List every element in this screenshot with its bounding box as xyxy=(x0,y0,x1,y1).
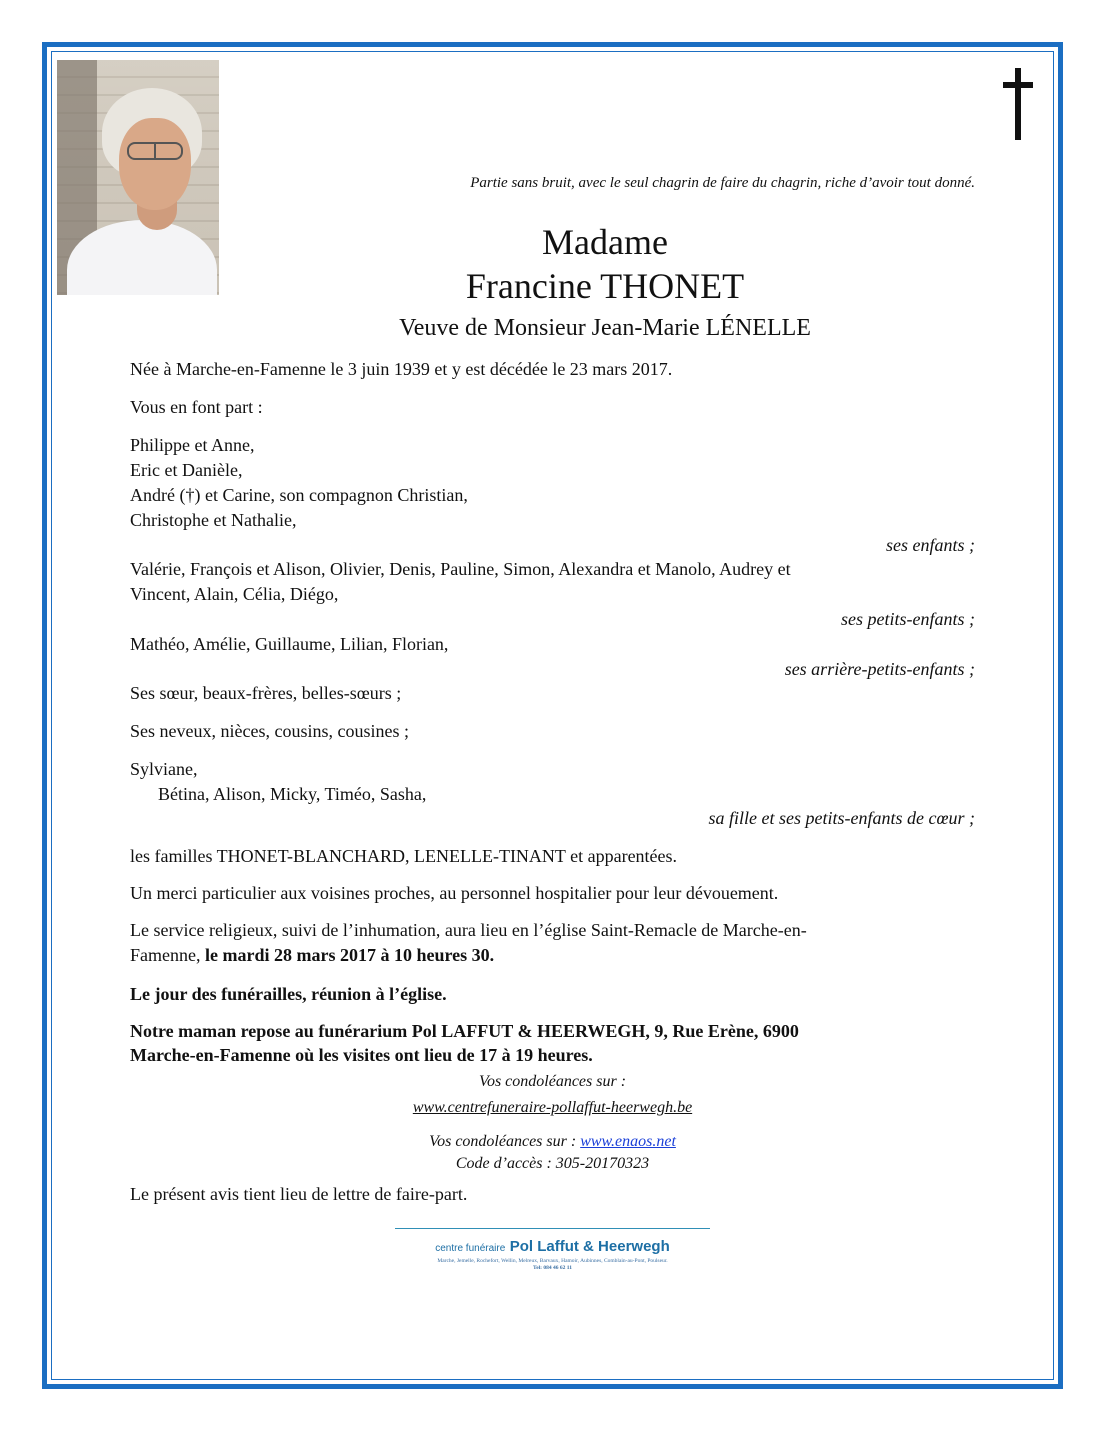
logo-divider xyxy=(395,1228,710,1229)
condolences-line-2 xyxy=(130,1131,975,1153)
nephews-line: Ses neveux, nièces, cousins, cousines ; xyxy=(130,721,409,741)
logo-locations: Marche, Jemelle, Rochefort, Wellin, Melreux, Barvaux, Hamoir, Aubinnes, Comblain-au-Pont, Poulseur. xyxy=(437,1258,668,1264)
grandchildren-line-2: Vincent, Alain, Célia, Diégo, xyxy=(130,584,339,604)
enaos-link[interactable]: www.enaos.net xyxy=(580,1133,676,1150)
heart-label: sa fille et ses petits-enfants de cœur ; xyxy=(708,808,975,828)
gathering-line: Le jour des funérailles, réunion à l’église. xyxy=(130,984,447,1004)
service-line-2-text: Famenne, xyxy=(130,945,205,965)
logo-name: Pol Laffut & Heerwegh xyxy=(509,1238,670,1255)
funeral-home-link[interactable]: www.centrefuneraire-pollaffut-heerwegh.be xyxy=(412,1099,693,1116)
great-grandchildren-label: ses arrière-petits-enfants ; xyxy=(784,659,975,679)
epigraph: Partie sans bruit, avec le seul chagrin de faire du chagrin, riche d’avoir tout donné. xyxy=(470,175,975,191)
child-1: Philippe et Anne, xyxy=(130,435,255,455)
rest-line-2: Marche-en-Famenne où les visites ont lieu de 17 à 19 heures. xyxy=(130,1045,593,1065)
access-code: Code d’accès : 305-20170323 xyxy=(455,1155,650,1172)
condolences-label-2: Vos condoléances sur : xyxy=(429,1133,581,1150)
birth-death-line: Née à Marche-en-Famenne le 3 juin 1939 et y est décédée le 23 mars 2017. xyxy=(130,359,673,379)
logo-phone: Tel: 084 46 62 11 xyxy=(533,1265,572,1271)
great-grandchildren: Mathéo, Amélie, Guillaume, Lilian, Florian, xyxy=(130,634,449,654)
service-date-time: le mardi 28 mars 2017 à 10 heures 30. xyxy=(204,945,495,965)
deceased-name: Francine THONET xyxy=(465,266,745,306)
child-2: Eric et Danièle, xyxy=(130,460,243,480)
funeral-home-logo xyxy=(395,1238,710,1256)
logo-subtext xyxy=(395,1258,710,1272)
siblings-line: Ses sœur, beaux-frères, belles-sœurs ; xyxy=(130,683,402,703)
heart-daughter: Sylviane, xyxy=(130,759,198,779)
service-line-1: Le service religieux, suivi de l’inhumation, aura lieu en l’église Saint-Remacle de Marche-en- xyxy=(130,920,807,940)
children-label: ses enfants ; xyxy=(886,535,975,555)
notice-line: Le présent avis tient lieu de lettre de faire-part. xyxy=(130,1184,468,1204)
condolences-url-1 xyxy=(130,1097,975,1119)
families-line: les familles THONET-BLANCHARD, LENELLE-TINANT et apparentées. xyxy=(130,846,678,866)
child-3: André (†) et Carine, son compagnon Christian, xyxy=(130,485,468,505)
announce-line: Vous en font part : xyxy=(130,397,263,417)
widow-line: Veuve de Monsieur Jean-Marie LÉNELLE xyxy=(399,315,811,341)
grandchildren-label: ses petits-enfants ; xyxy=(841,609,975,629)
logo-prefix: centre funéraire xyxy=(435,1243,506,1254)
salutation: Madame xyxy=(542,222,668,262)
grandchildren-line-1: Valérie, François et Alison, Olivier, Denis, Pauline, Simon, Alexandra et Manolo, Audrey et xyxy=(130,559,791,579)
child-4: Christophe et Nathalie, xyxy=(130,510,297,530)
service-line-2 xyxy=(130,943,975,968)
cross-icon xyxy=(1000,68,1036,140)
thanks-line: Un merci particulier aux voisines proches, au personnel hospitalier pour leur dévouement. xyxy=(130,883,779,903)
rest-line-1: Notre maman repose au funérarium Pol LAFFUT & HEERWEGH, 9, Rue Erène, 6900 xyxy=(130,1021,799,1041)
heart-grandchildren: Bétina, Alison, Micky, Timéo, Sasha, xyxy=(158,784,427,804)
condolences-label-1: Vos condoléances sur : xyxy=(478,1073,627,1090)
